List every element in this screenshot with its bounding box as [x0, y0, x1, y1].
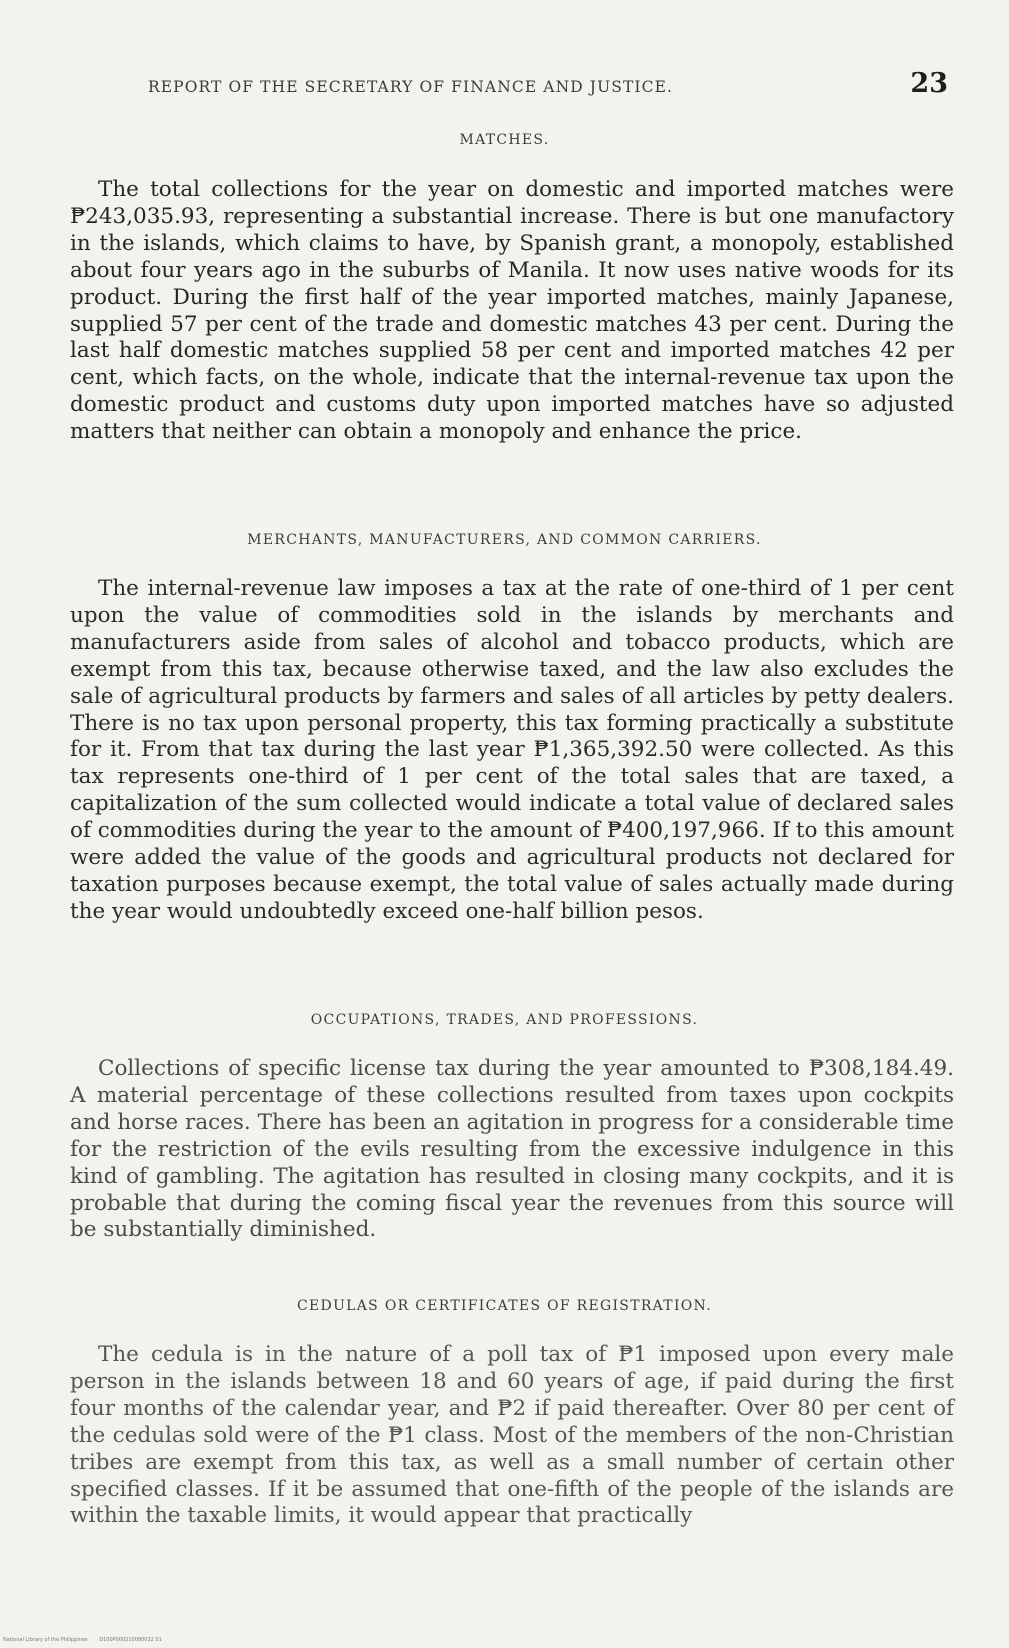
- section-heading-occupations: OCCUPATIONS, TRADES, AND PROFESSIONS.: [310, 1012, 699, 1028]
- section-heading-merchants: MERCHANTS, MANUFACTURERS, AND COMMON CARRIERS.: [247, 532, 762, 548]
- paragraph-text: The total collections for the year on domestic and imported matches were ₱243,035.93, representing a substantial increase. There is but one manufactory in the islands, which claims to have, by Spanish grant, a monopoly, established about four years ago in the suburbs of Manila. It now uses native woods for its product. During the first half of the year imported matches, mainly Japanese, supplied 57 per cent of the trade and domestic matches 43 per cent. During the last half domestic matches supplied 58 per cent and imported matches 42 per cent, which facts, on the whole, indicate that the internal-revenue tax upon the domestic product and customs duty upon imported matches have so adjusted matters that neither can obtain a monopoly and enhance the price.: [70, 177, 954, 445]
- running-header: [148, 68, 948, 108]
- section-heading-matches: MATCHES.: [459, 132, 550, 148]
- running-title: REPORT OF THE SECRETARY OF FINANCE AND JUSTICE.: [148, 78, 674, 96]
- paragraph-text: The cedula is in the nature of a poll tax of ₱1 imposed upon every male person in the islands between 18 and 60 years of age, if paid during the first four months of the calendar year, and ₱2 if paid thereafter. Over 80 per cent of the cedulas sold were of the ₱1 class. Most of the members of the non-Christian tribes are exempt from this tax, as well as a small number of certain other specified classes. If it be assumed that one-fifth of the people of the islands are within the taxable limits, it would appear that practically: [70, 1342, 954, 1529]
- footer-identifier: D100P000210080032 01: [99, 1637, 162, 1643]
- paragraph-occupations: [70, 1056, 954, 1244]
- footer-source: National Library of the Philippines: [3, 1637, 88, 1643]
- paragraph-matches: [70, 177, 954, 446]
- section-heading-cedulas: CEDULAS OR CERTIFICATES OF REGISTRATION.: [297, 1298, 712, 1314]
- paragraph-text: Collections of specific license tax during the year amounted to ₱308,184.49. A material percentage of these collections resulted from taxes upon cockpits and horse races. There has been an agitation in progress for a considerable time for the restriction of the evils resulting from the excessive indulgence in this kind of gambling. The agitation has resulted in closing many cockpits, and it is probable that during the coming fiscal year the revenues from this source will be substantially diminished.: [70, 1056, 954, 1243]
- scan-footer: [3, 1637, 172, 1643]
- paragraph-cedulas: [70, 1342, 954, 1530]
- page-number: 23: [910, 68, 948, 99]
- paragraph-merchants: [70, 576, 954, 926]
- paragraph-text: The internal-revenue law imposes a tax at the rate of one-third of 1 per cent upon the value of commodities sold in the islands by merchants and manufacturers aside from sales of alcohol and tobacco products, which are exempt from this tax, because otherwise taxed, and the law also excludes the sale of agricultural products by farmers and sales of all articles by petty dealers. There is no tax upon personal property, this tax forming practically a substitute for it. From that tax during the last year ₱1,365,392.50 were collected. As this tax represents one-third of 1 per cent of the total sales that are taxed, a capitalization of the sum collected would indicate a total value of declared sales of commodities during the year to the amount of ₱400,197,966. If to this amount were added the value of the goods and agricultural products not declared for taxation purposes because exempt, the total value of sales actually made during the year would undoubtedly exceed one-half billion pesos.: [70, 576, 954, 924]
